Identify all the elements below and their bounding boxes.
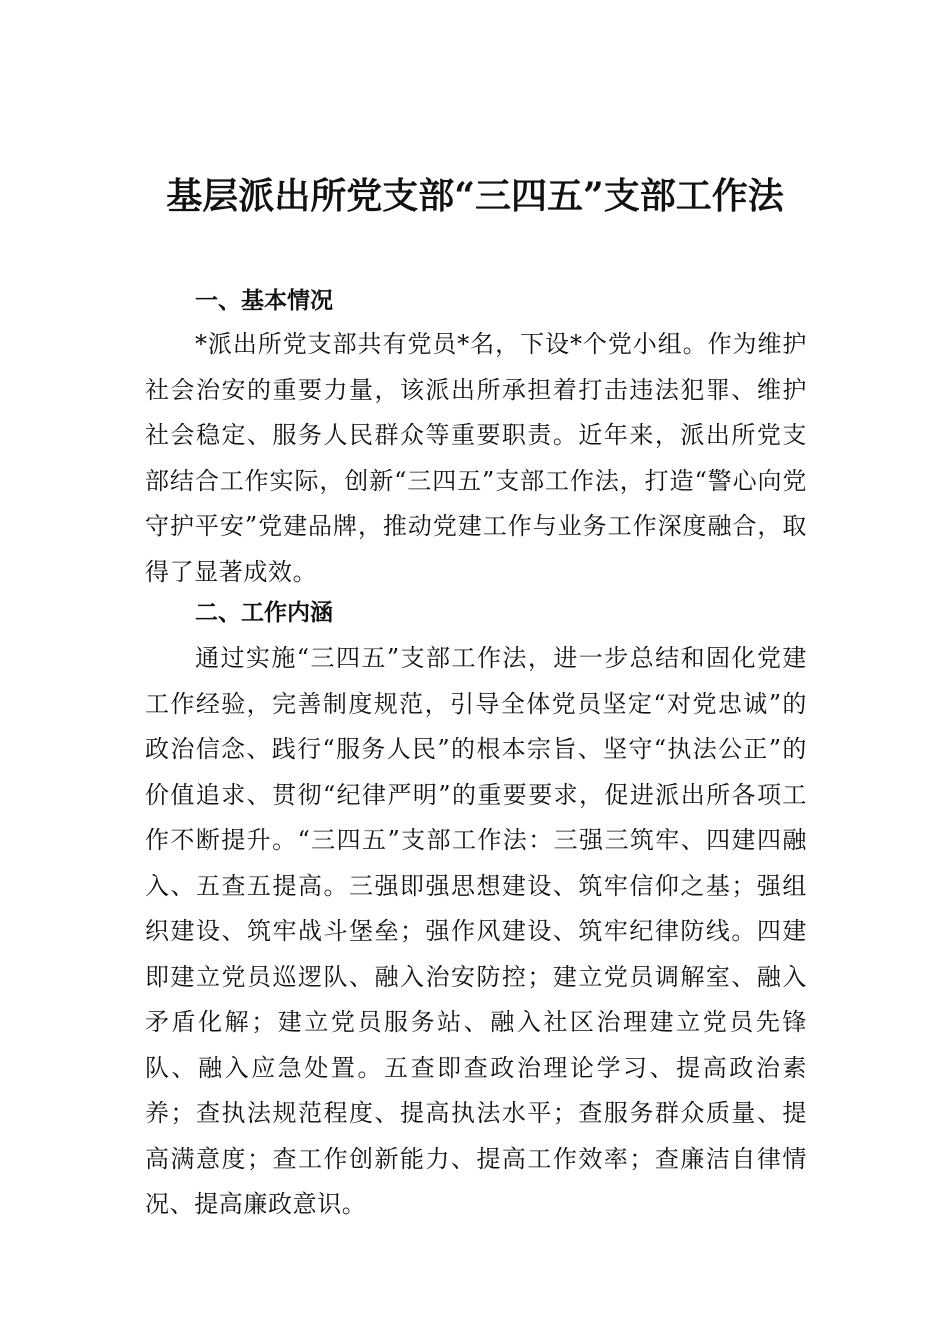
section-connotation-body	[145, 636, 807, 1228]
document-title: 基层派出所党支部“三四五”支部工作法	[166, 175, 784, 217]
section-heading-work-connotation: 二、工作内涵	[195, 600, 333, 626]
section-heading-basic-situation: 一、基本情况	[195, 288, 333, 314]
section-basic-heading-block	[145, 278, 807, 324]
paragraph-work-connotation: 通过实施“三四五”支部工作法，进一步总结和固化党建工作经验，完善制度规范，引导全体党员坚定“对党忠诚”的政治信念、践行“服务人民”的根本宗旨、坚守“执法公正”的价值追求、贯彻“纪律严明”的重要要求，促进派出所各项工作不断提升。“三四五”支部工作法：三强三筑牢、四建四融入、五查五提高。三强即强思想建设、筑牢信仰之基；强组织建设、筑牢战斗堡垒；强作风建设、筑牢纪律防线。四建即建立党员巡逻队、融入治安防控；建立党员调解室、融入矛盾化解；建立党员服务站、融入社区治理建立党员先锋队、融入应急处置。五查即查政治理论学习、提高政治素养；查执法规范程度、提高执法水平；查服务群众质量、提高满意度；查工作创新能力、提高工作效率；查廉洁自律情况、提高廉政意识。	[145, 644, 807, 1218]
section-basic-body	[145, 322, 807, 595]
paragraph-basic-situation: *派出所党支部共有党员*名，下设*个党小组。作为维护社会治安的重要力量，该派出所承担着打击违法犯罪、维护社会稳定、服务人民群众等重要职责。近年来，派出所党支部结合工作实际，创新“三四五”支部工作法，打造“警心向党 守护平安”党建品牌，推动党建工作与业务工作深度融合，取得了显著成效。	[145, 330, 807, 586]
section-connotation-heading-block	[145, 590, 807, 636]
